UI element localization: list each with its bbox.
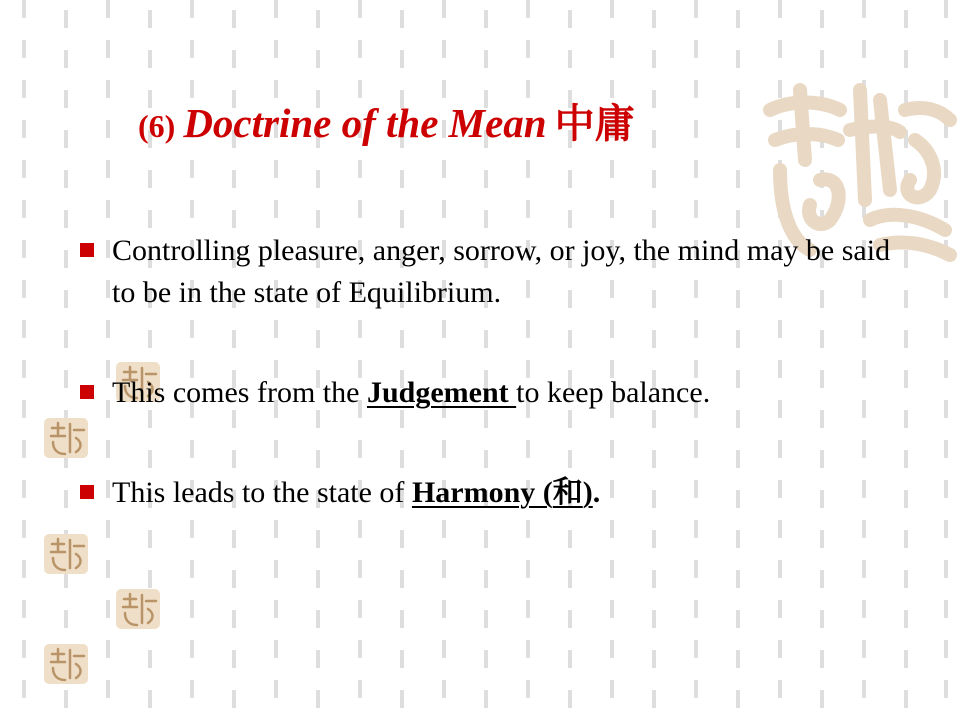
title-chinese: 中庸	[554, 101, 635, 147]
title-number: (6)	[138, 108, 176, 144]
seal-stamp-decoration	[40, 530, 92, 578]
bullet-text-after: to keep balance.	[516, 376, 711, 409]
square-bullet-icon	[80, 485, 94, 499]
keyword-harmony-close: )	[582, 476, 593, 509]
keyword-harmony-chinese: 和	[552, 475, 583, 510]
bullet-text: Controlling pleasure, anger, sorrow, or joy, the mind may be said to be in the state of Equilibrium.	[112, 234, 891, 309]
bullet-item	[78, 230, 918, 314]
slide-title	[138, 92, 635, 149]
keyword-harmony	[412, 476, 593, 509]
title-main: Doctrine of the Mean	[183, 100, 547, 146]
square-bullet-icon	[80, 385, 94, 399]
bullet-item	[78, 472, 918, 514]
seal-stamp-decoration	[112, 585, 164, 633]
seal-stamp-decoration	[40, 640, 92, 688]
bullet-text-before: This comes from the	[112, 376, 367, 409]
bullet-text-before: This leads to the state of	[112, 476, 412, 509]
square-bullet-icon	[80, 243, 94, 257]
bullet-text-after: .	[592, 476, 601, 509]
bullet-list	[78, 230, 918, 514]
bullet-item	[78, 372, 918, 414]
keyword-judgement: Judgement	[366, 376, 517, 409]
keyword-harmony-latin: Harmony (	[411, 476, 553, 509]
